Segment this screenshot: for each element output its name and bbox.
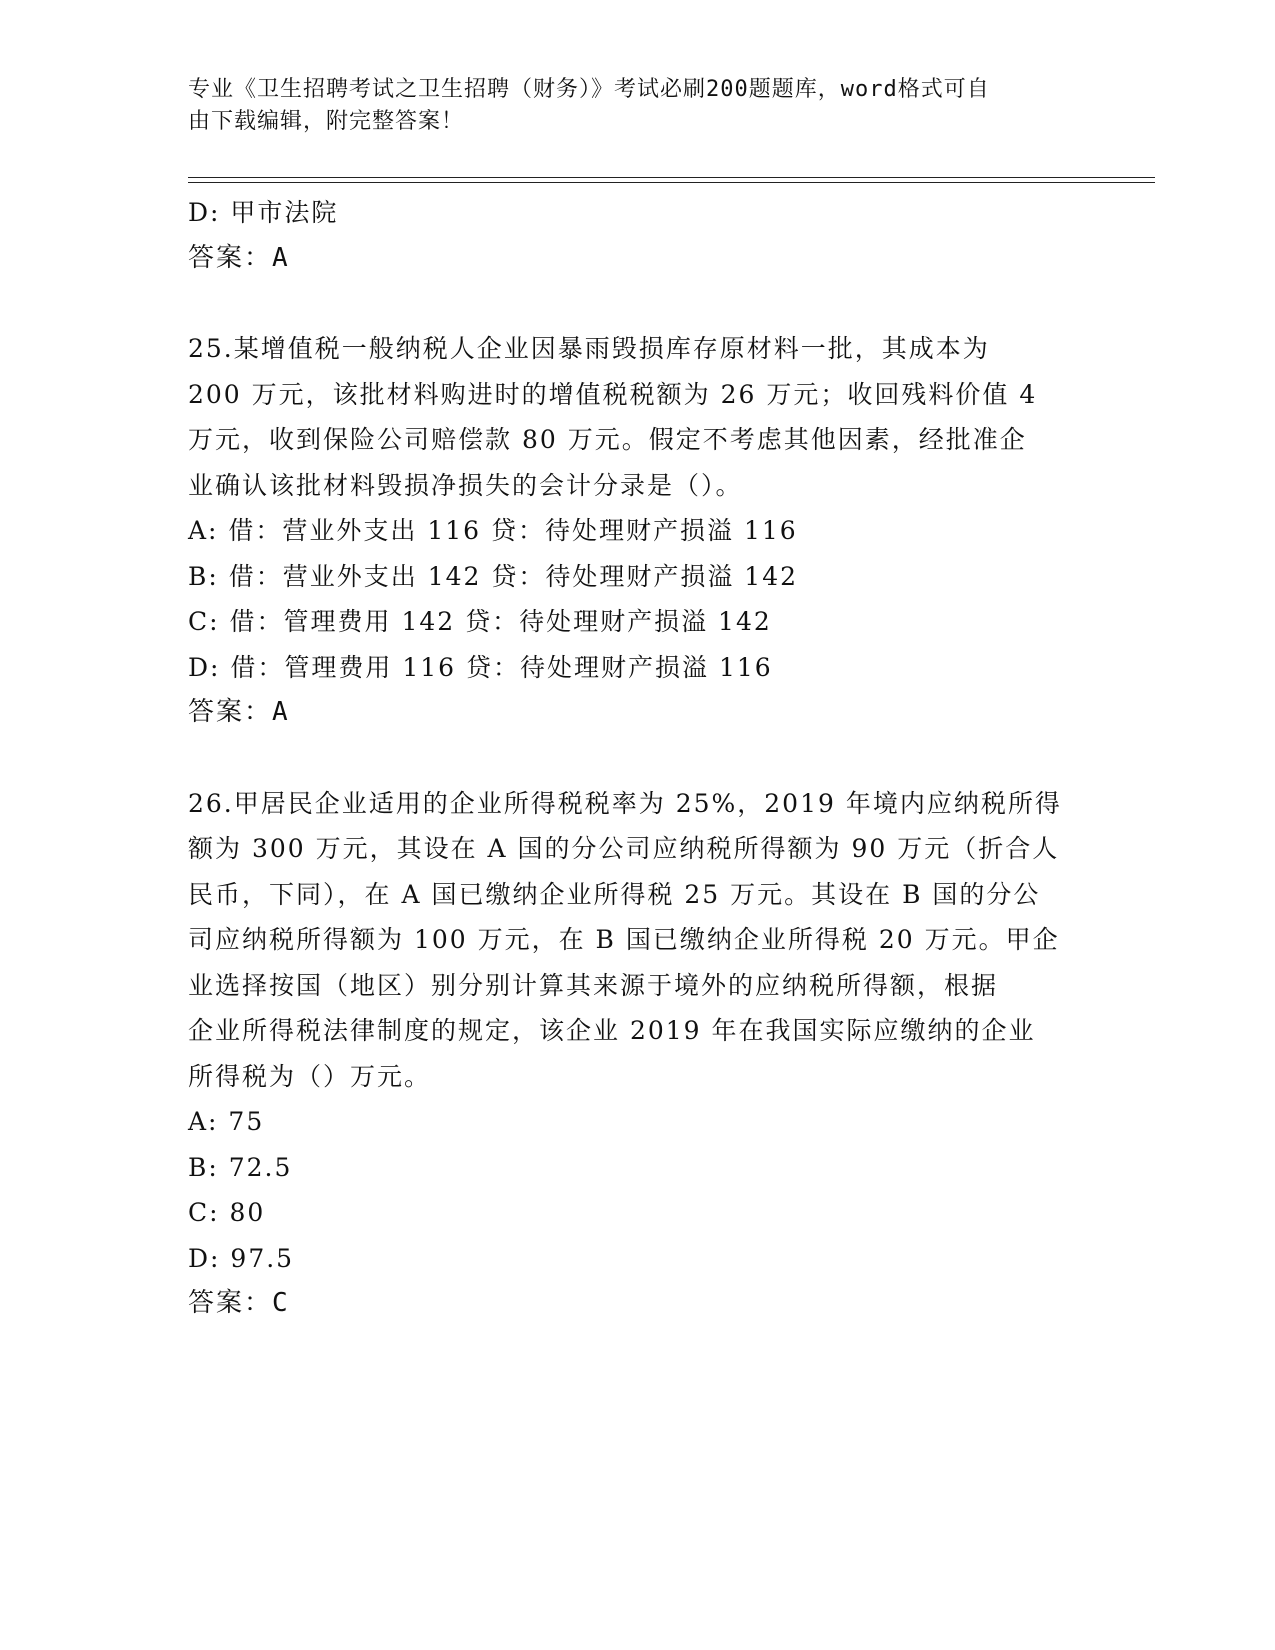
question-25 — [188, 326, 1088, 736]
question-text-line: 企业所得税法律制度的规定，该企业 2019 年在我国实际应缴纳的企业 — [188, 1016, 1036, 1045]
spacer — [188, 736, 1088, 781]
answer-line: 答案：C — [188, 1288, 290, 1318]
question-text-line: 司应纳税所得额为 100 万元，在 B 国已缴纳企业所得税 20 万元。甲企 — [188, 925, 1060, 954]
header-rule-bottom — [188, 182, 1155, 183]
question-text-line: 万元，收到保险公司赔偿款 80 万元。假定不考虑其他因素，经批准企 — [188, 425, 1027, 454]
option-d: D: 97.5 — [188, 1243, 295, 1273]
question-text-line: 业确认该批材料毁损净损失的会计分录是（）。 — [188, 470, 743, 500]
question-text-line: 26.甲居民企业适用的企业所得税税率为 25%，2019 年境内应纳税所得 — [188, 788, 1062, 818]
option-c: C: 80 — [188, 1198, 266, 1227]
question-text-line: 业选择按国（地区）别分别计算其来源于境外的应纳税所得额，根据 — [188, 970, 999, 1000]
option-a: A: 借：营业外支出 116 贷：待处理财产损溢 116 — [188, 516, 798, 545]
question-text-line: 25.某增值税一般纳税人企业因暴雨毁损库存原材料一批，其成本为 — [188, 334, 990, 363]
header-line-2: 由下载编辑，附完整答案！ — [188, 109, 465, 134]
question-text-line: 额为 300 万元，其设在 A 国的分公司应纳税所得额为 90 万元（折合人 — [188, 834, 1060, 863]
question-text-line: 民币，下同），在 A 国已缴纳企业所得税 25 万元。其设在 B 国的分公 — [188, 879, 1041, 909]
option-b: B: 72.5 — [188, 1152, 293, 1182]
header-rule-top — [188, 177, 1155, 178]
option-c: C: 借：管理费用 142 贷：待处理财产损溢 142 — [188, 607, 772, 636]
header-line-1: 专业《卫生招聘考试之卫生招聘（财务）》考试必刷200题题库，word格式可自 — [188, 77, 990, 102]
page-header — [188, 74, 1068, 138]
option-a: A: 75 — [188, 1107, 265, 1136]
answer-line: 答案：A — [188, 697, 290, 727]
question-text-line: 所得税为（）万元。 — [188, 1061, 432, 1091]
option-d: D: 甲市法院 — [188, 198, 339, 227]
question-text-line: 200 万元，该批材料购进时的增值税税额为 26 万元；收回残料价值 4 — [188, 379, 1038, 409]
document-body — [188, 190, 1088, 1327]
question-24 — [188, 190, 1088, 281]
question-26 — [188, 781, 1088, 1327]
spacer — [188, 281, 1088, 326]
option-b: B: 借：营业外支出 142 贷：待处理财产损溢 142 — [188, 561, 799, 591]
option-d: D: 借：管理费用 116 贷：待处理财产损溢 116 — [188, 652, 773, 682]
answer-line: 答案：A — [188, 242, 290, 273]
